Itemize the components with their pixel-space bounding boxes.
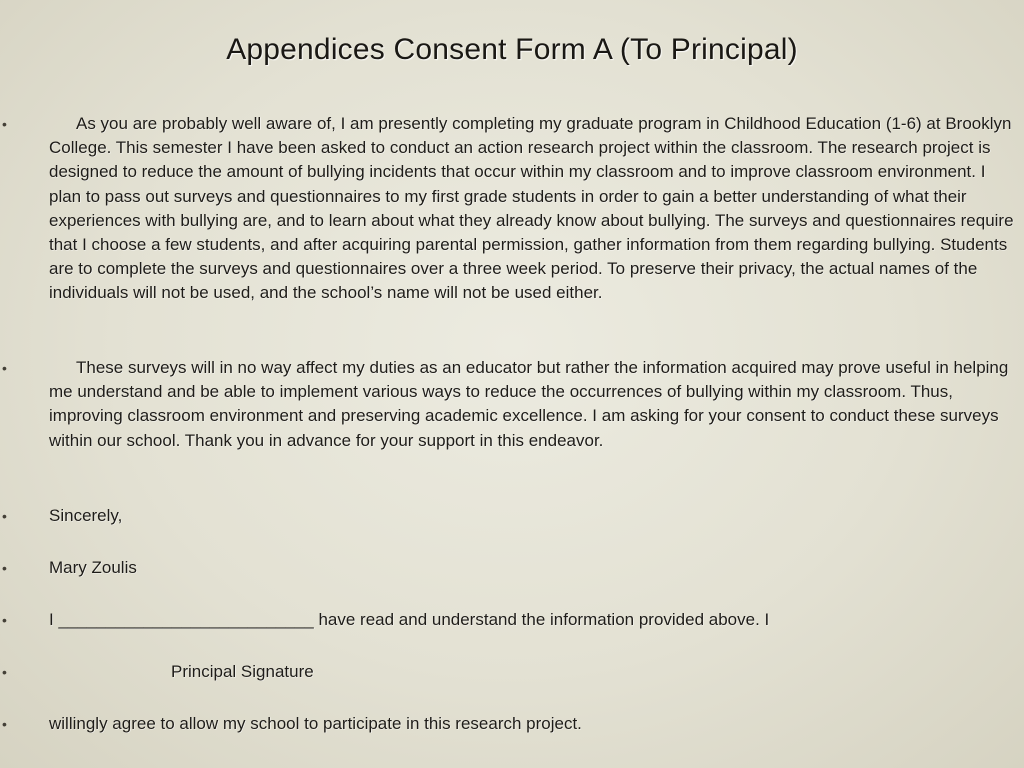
agreement-text: willingly agree to allow my school to participate in this research project. (49, 714, 582, 733)
closing-text: Sincerely, (49, 506, 123, 525)
bullet-icon: • (2, 560, 7, 576)
slide-title: Appendices Consent Form A (To Principal) (226, 33, 798, 66)
bullet-icon: • (2, 508, 7, 524)
signature-caption (49, 660, 1020, 684)
signature-caption-text: Principal Signature (171, 662, 314, 681)
author-name: Mary Zoulis (49, 558, 137, 577)
paragraph-intro (49, 112, 1020, 306)
bullet-icon: • (2, 360, 7, 376)
bullet-icon: • (2, 716, 7, 732)
paragraph-consent (49, 356, 1020, 453)
bullet-icon: • (2, 612, 7, 628)
paragraph-intro-text: As you are probably well aware of, I am presently completing my graduate program in Childhood Education (1-6) at Brooklyn College. This semester I have been asked to conduct an action research project within the classroom. The research project is designed to reduce the amount of bullying incidents that occur within my classroom and to improve classroom environment. I plan to pass out surveys and questionnaires to my first grade students in order to gain a better understanding of what their experiences with bullying are, and to learn about what they already know about bullying. The surveys and questionnaires require that I choose a few students, and after acquiring parental permission, gather information from them regarding bullying. Students are to complete the surveys and questionnaires over a three week period. To preserve their privacy, the actual names of the individuals will not be used, and the school’s name will not be used either. (49, 114, 1014, 303)
bullet-icon: • (2, 664, 7, 680)
bullet-icon: • (2, 116, 7, 132)
paragraph-consent-text: These surveys will in no way affect my duties as an educator but rather the information acquired may prove useful in helping me understand and be able to implement various ways to reduce the occurrences of bullying within my classroom. Thus, improving classroom environment and preserving academic excellence. I am asking for your consent to conduct these surveys within our school. Thank you in advance for your support in this endeavor. (49, 358, 1009, 450)
signature-line: I ___________________________ have read and understand the information provided above. I (49, 610, 770, 629)
